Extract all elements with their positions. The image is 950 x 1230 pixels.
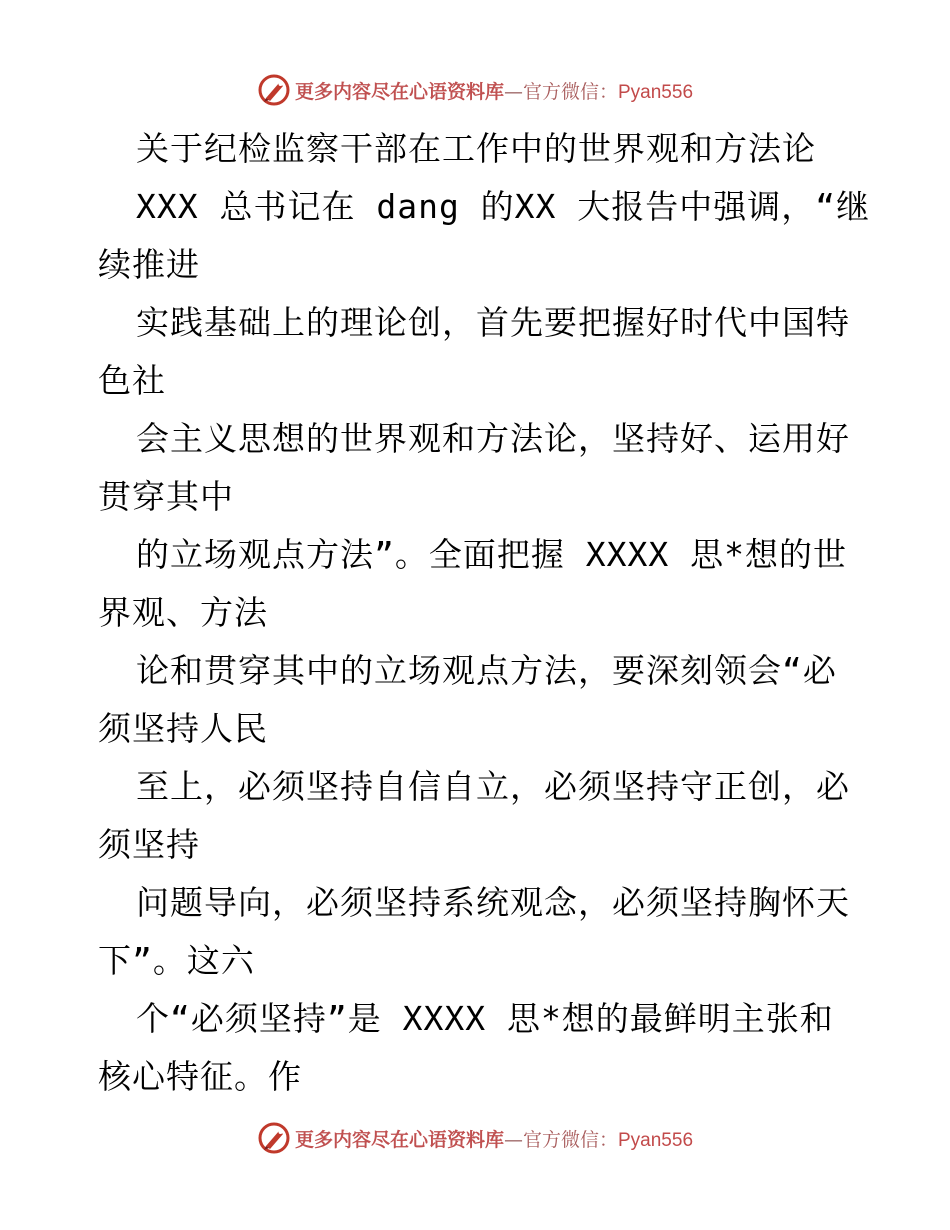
banner-wechat-label: 官方微信： bbox=[522, 1128, 618, 1151]
pen-logo-icon bbox=[257, 1121, 291, 1155]
banner-dash: — bbox=[503, 80, 523, 103]
banner-text bbox=[295, 1125, 693, 1152]
text-line: XXX 总书记在 dang 的XX 大报告中强调，“继 bbox=[136, 187, 871, 226]
header-watermark-banner bbox=[0, 70, 950, 110]
document-body bbox=[98, 120, 871, 1106]
text-line: 贯穿其中 bbox=[98, 477, 234, 516]
banner-site-name: 更多内容尽在心语资料库 bbox=[294, 1128, 504, 1151]
text-line: 会主义思想的世界观和方法论，坚持好、运用好 bbox=[136, 419, 850, 458]
pen-logo-icon bbox=[257, 73, 291, 107]
text-line: 须坚持 bbox=[98, 825, 200, 864]
banner-wechat-label: 官方微信： bbox=[522, 80, 618, 103]
text-line: 的立场观点方法”。全面把握 XXXX 思*想的世 bbox=[136, 535, 847, 574]
banner-dash: — bbox=[503, 1128, 523, 1151]
text-line: 问题导向，必须坚持系统观念，必须坚持胸怀天 bbox=[136, 883, 850, 922]
banner-site-name: 更多内容尽在心语资料库 bbox=[294, 80, 504, 103]
text-line: 论和贯穿其中的立场观点方法，要深刻领会“必 bbox=[136, 651, 837, 690]
document-title: 关于纪检监察干部在工作中的世界观和方法论 bbox=[136, 129, 816, 168]
text-line: 界观、方法 bbox=[98, 593, 268, 632]
banner-wechat-id: Pyan556 bbox=[618, 81, 694, 103]
text-line: 核心特征。作 bbox=[98, 1057, 302, 1096]
text-line: 至上，必须坚持自信自立，必须坚持守正创，必 bbox=[136, 767, 850, 806]
text-line: 实践基础上的理论创，首先要把握好时代中国特 bbox=[136, 303, 850, 342]
text-line: 色社 bbox=[98, 361, 166, 400]
banner-wechat-id: Pyan556 bbox=[618, 1129, 694, 1151]
banner-text bbox=[295, 77, 693, 104]
text-line: 须坚持人民 bbox=[98, 709, 268, 748]
footer-watermark-banner bbox=[0, 1118, 950, 1158]
text-line: 下”。这六 bbox=[98, 941, 255, 980]
text-line: 续推进 bbox=[98, 245, 200, 284]
text-line: 个“必须坚持”是 XXXX 思*想的最鲜明主张和 bbox=[136, 999, 834, 1038]
